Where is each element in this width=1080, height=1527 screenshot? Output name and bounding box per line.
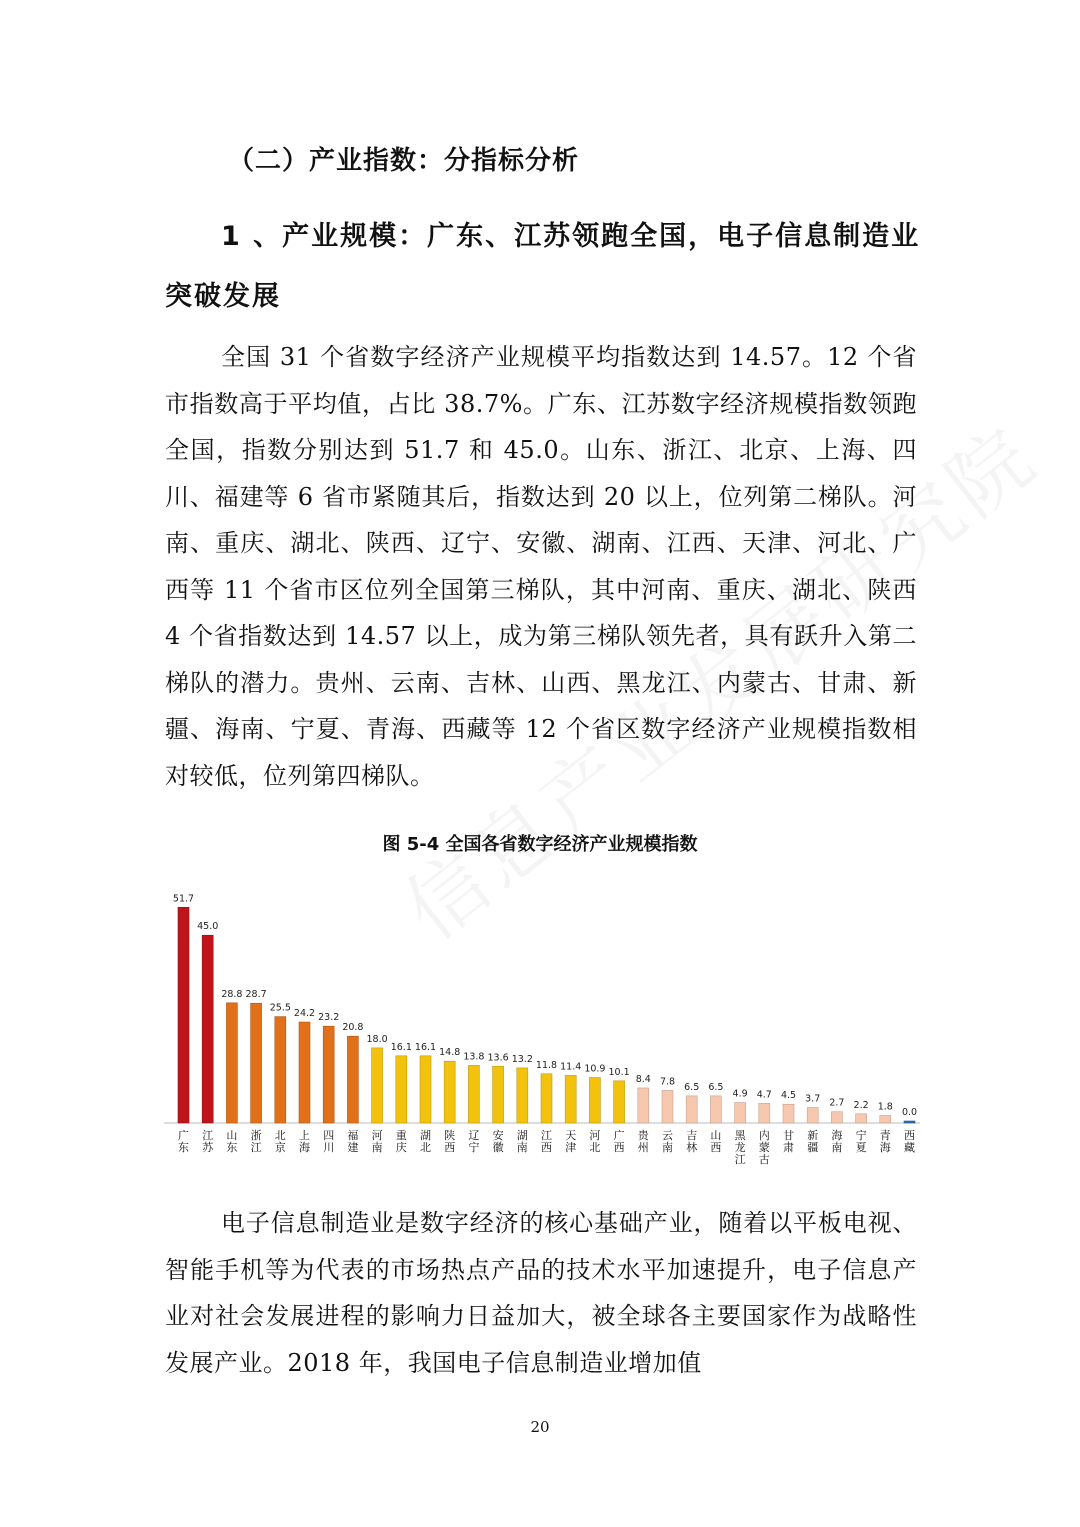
- bar-青海: [880, 1115, 891, 1123]
- value-label-河南: 18.0: [366, 1033, 388, 1045]
- category-label-河南: 河南: [371, 1129, 383, 1154]
- value-label-四川: 23.2: [318, 1012, 340, 1024]
- value-label-安徽: 13.6: [487, 1052, 509, 1064]
- bar-重庆: [396, 1056, 407, 1123]
- bar-江西: [541, 1074, 552, 1123]
- category-label-重庆: 重庆: [395, 1129, 407, 1154]
- bar-海南: [831, 1112, 842, 1123]
- bar-辽宁: [468, 1065, 479, 1123]
- scale-index-bar-chart: [160, 868, 930, 1178]
- value-label-天津: 11.4: [560, 1061, 582, 1073]
- category-label-北京: 北京: [274, 1129, 286, 1154]
- bar-黑龙江: [735, 1103, 746, 1123]
- bar-湖南: [517, 1068, 528, 1123]
- category-label-西藏: 西藏: [904, 1129, 915, 1154]
- value-label-山西: 6.5: [708, 1081, 724, 1093]
- category-label-新疆: 新疆: [807, 1129, 819, 1154]
- bar-河南: [372, 1048, 383, 1123]
- bar-江苏: [202, 935, 213, 1123]
- value-label-青海: 1.8: [877, 1101, 893, 1113]
- value-label-海南: 2.7: [829, 1097, 845, 1109]
- category-label-山东: 山东: [226, 1129, 238, 1154]
- bar-上海: [299, 1022, 310, 1123]
- value-label-西藏: 0.0: [901, 1107, 918, 1118]
- category-label-甘肃: 甘肃: [783, 1129, 794, 1154]
- category-label-内蒙古: 内蒙古: [758, 1129, 770, 1166]
- category-label-福建: 福建: [347, 1129, 359, 1154]
- bar-北京: [275, 1017, 286, 1123]
- category-label-四川: 四川: [323, 1129, 335, 1154]
- bar-甘肃: [783, 1104, 794, 1123]
- category-label-江苏: 江苏: [202, 1129, 214, 1154]
- value-label-甘肃: 4.5: [780, 1090, 797, 1102]
- subsection-heading: 1 、产业规模：广东、江苏领跑全国，电子信息制造业突破发展: [165, 221, 921, 312]
- bar-山西: [710, 1096, 721, 1123]
- category-label-天津: 天津: [565, 1129, 577, 1154]
- value-label-福建: 20.8: [342, 1022, 364, 1034]
- paragraph-electronics: 电子信息制造业是数字经济的核心基础产业，随着以平板电视、智能手机等为代表的市场热点产品的技术水平加速提升，电子信息产业对社会发展进程的影响力日益加大，被全球各主要国家作为战略性发展产业。2018 年，我国电子信息制造业增加值: [165, 1209, 917, 1377]
- value-label-云南: 7.8: [659, 1076, 676, 1088]
- figure-title: 图 5-4 全国各省数字经济产业规模指数: [382, 834, 698, 855]
- bar-浙江: [251, 1003, 262, 1123]
- bar-贵州: [638, 1088, 649, 1123]
- category-label-黑龙江: 黑龙江: [734, 1129, 746, 1166]
- category-label-广西: 广西: [613, 1129, 625, 1154]
- category-label-江西: 江西: [541, 1129, 552, 1154]
- value-label-广东: 51.7: [172, 893, 195, 905]
- bar-吉林: [686, 1096, 697, 1123]
- value-label-宁夏: 2.2: [853, 1099, 869, 1111]
- bar-湖北: [420, 1056, 431, 1123]
- page-number: 20: [530, 1418, 550, 1436]
- bar-广东: [178, 907, 189, 1123]
- paragraph-scale-summary: 全国 31 个省数字经济产业规模平均指数达到 14.57。12 个省市指数高于平均值，占比 38.7%。广东、江苏数字经济规模指数领跑全国，指数分别达到 51.7 和 45.0。山东、浙江、北京、上海、四川、福建等 6 省市紧随其后，指数达到 20 以上，位列第二梯队。河南、重庆、湖北、陕西、辽宁、安徽、湖南、江西、天津、河北、广西等 11 个省市区位列全国第三梯队，其中河南、重庆、湖北、陕西 4 个省指数达到 14.57 以上，成为第三梯队领先者，具有跃升入第二梯队的潜力。贵州、云南、吉林、山西、黑龙江、内蒙古、甘肃、新疆、海南、宁夏、青海、西藏等 12 个省区数字经济产业规模指数相对较低，位列第四梯队。: [165, 343, 917, 790]
- bar-内蒙古: [759, 1103, 770, 1123]
- value-label-河北: 10.9: [584, 1063, 606, 1075]
- value-label-广西: 10.1: [608, 1066, 630, 1078]
- bar-福建: [347, 1036, 358, 1123]
- bar-天津: [565, 1075, 576, 1123]
- value-label-内蒙古: 4.7: [756, 1089, 772, 1101]
- category-label-湖北: 湖北: [420, 1129, 431, 1154]
- category-label-辽宁: 辽宁: [468, 1129, 480, 1154]
- value-label-新疆: 3.7: [805, 1093, 821, 1105]
- bar-陕西: [444, 1061, 455, 1123]
- value-label-吉林: 6.5: [684, 1081, 700, 1093]
- category-label-吉林: 吉林: [686, 1129, 698, 1154]
- category-label-广东: 广东: [178, 1129, 189, 1154]
- category-label-贵州: 贵州: [637, 1129, 649, 1154]
- bar-河北: [589, 1078, 600, 1123]
- value-label-辽宁: 13.8: [463, 1051, 485, 1063]
- bar-云南: [662, 1090, 673, 1123]
- value-label-江西: 11.8: [535, 1059, 558, 1071]
- bar-四川: [323, 1026, 334, 1123]
- category-label-云南: 云南: [662, 1129, 673, 1154]
- category-label-河北: 河北: [589, 1129, 601, 1154]
- value-label-重庆: 16.1: [390, 1041, 412, 1053]
- value-label-黑龙江: 4.9: [732, 1088, 748, 1100]
- category-label-安徽: 安徽: [492, 1129, 504, 1154]
- category-label-浙江: 浙江: [250, 1129, 262, 1154]
- category-label-宁夏: 宁夏: [855, 1129, 867, 1154]
- category-label-海南: 海南: [831, 1129, 843, 1154]
- value-label-湖南: 13.2: [511, 1053, 533, 1065]
- section-heading: （二）产业指数：分指标分析: [228, 146, 580, 176]
- value-label-江苏: 45.0: [197, 921, 219, 933]
- bar-广西: [614, 1081, 625, 1123]
- value-label-浙江: 28.7: [245, 989, 267, 1001]
- category-label-湖南: 湖南: [516, 1129, 528, 1154]
- bar-西藏: [904, 1121, 915, 1123]
- bar-宁夏: [856, 1114, 867, 1123]
- value-label-北京: 25.5: [269, 1002, 291, 1014]
- value-label-贵州: 8.4: [635, 1073, 651, 1085]
- category-label-上海: 上海: [299, 1129, 310, 1154]
- value-label-山东: 28.8: [221, 988, 243, 1000]
- value-label-陕西: 14.8: [439, 1047, 461, 1059]
- value-label-上海: 24.2: [293, 1008, 316, 1020]
- value-label-湖北: 16.1: [414, 1041, 437, 1053]
- bar-新疆: [807, 1108, 818, 1123]
- bar-安徽: [493, 1066, 504, 1123]
- category-label-山西: 山西: [710, 1129, 722, 1154]
- bar-山东: [226, 1003, 237, 1123]
- category-label-青海: 青海: [879, 1129, 891, 1154]
- category-label-陕西: 陕西: [444, 1129, 456, 1154]
